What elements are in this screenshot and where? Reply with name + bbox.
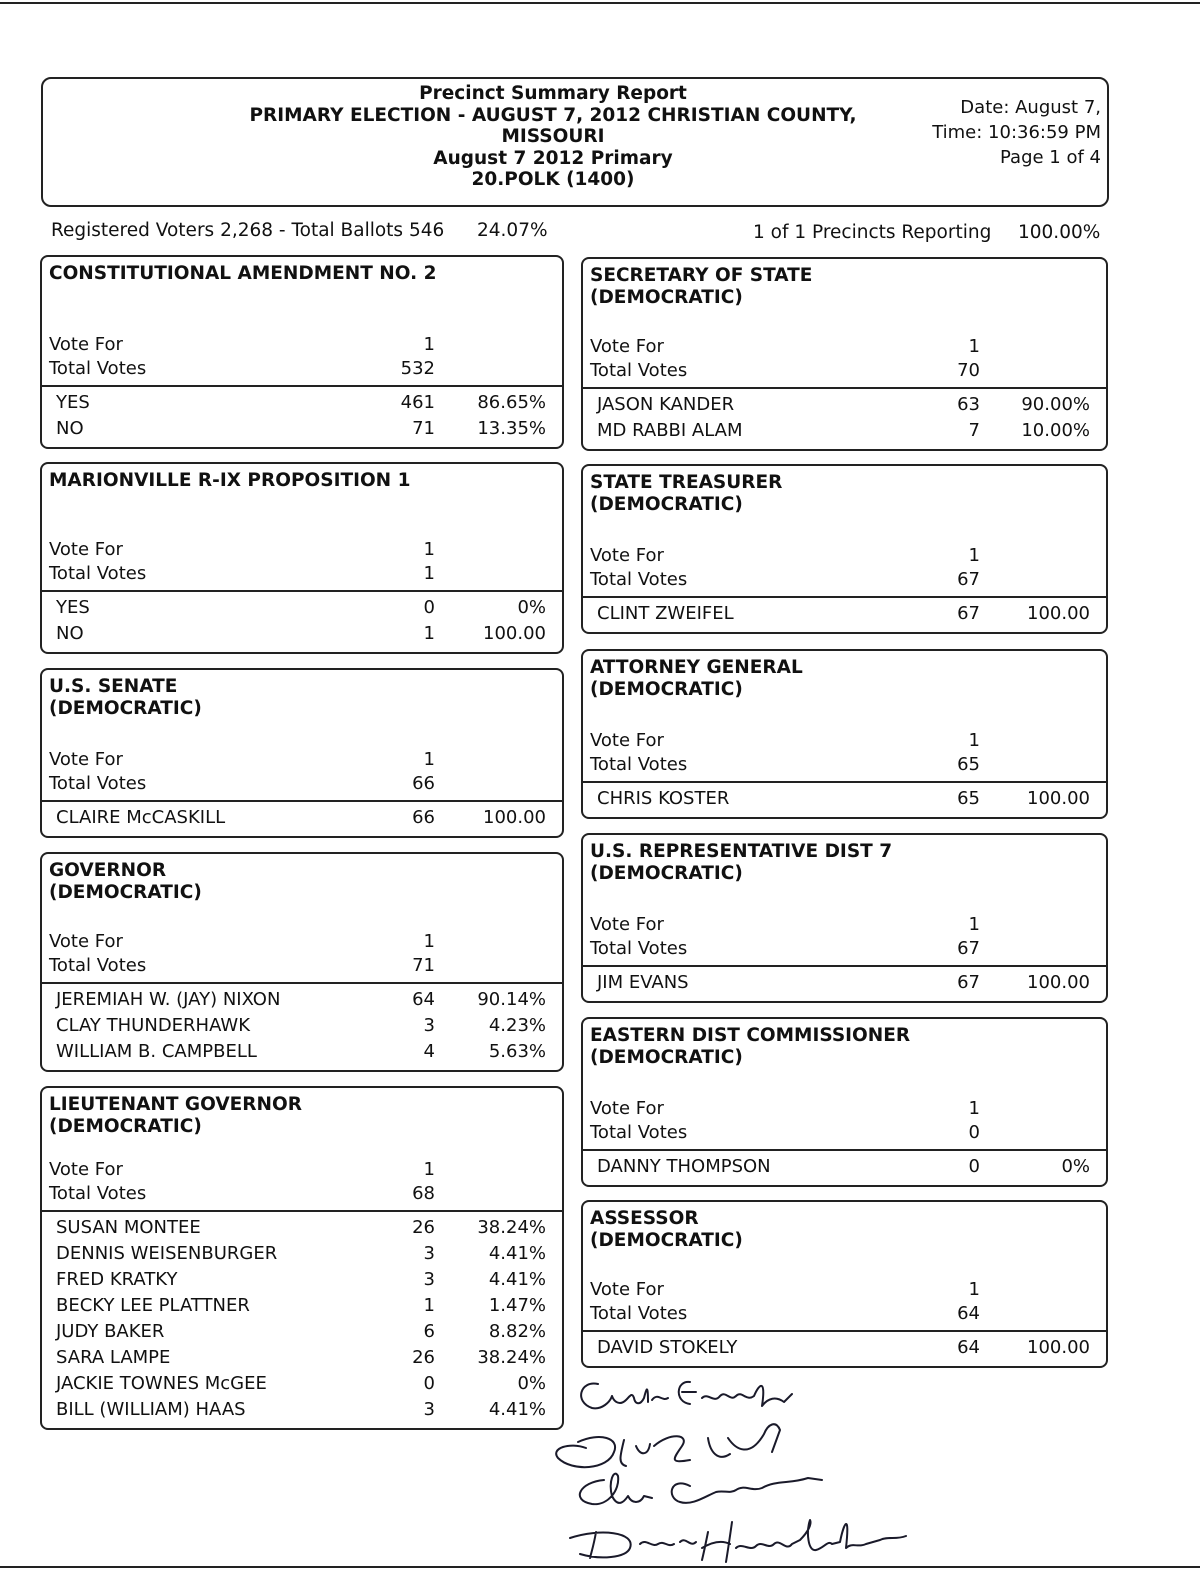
- vote-for-value: 1: [968, 545, 980, 566]
- candidate-votes: 67: [957, 603, 980, 624]
- candidate-row: [42, 1040, 562, 1064]
- candidate-name: JASON KANDER: [597, 394, 735, 415]
- candidate-row: [42, 1320, 562, 1344]
- candidate-percent: 0%: [1061, 1156, 1090, 1177]
- candidate-percent: 8.82%: [488, 1321, 546, 1342]
- candidate-row: [42, 1398, 562, 1422]
- race-title: [49, 676, 202, 720]
- vote-for-row: [42, 1158, 562, 1182]
- total-votes-label: Total Votes: [590, 569, 688, 590]
- race-title-line: (DEMOCRATIC): [590, 1047, 743, 1068]
- signature-stroke: [580, 1474, 822, 1505]
- candidate-name: CLAIRE McCASKILL: [56, 807, 226, 828]
- page-indicator: Page 1 of 4: [1000, 147, 1101, 168]
- total-votes-row: [42, 562, 562, 586]
- precincts-reporting-percent: 100.00%: [1018, 222, 1101, 243]
- candidate-row: [42, 622, 562, 646]
- title-line: Precinct Summary Report: [419, 83, 687, 104]
- candidate-percent: 13.35%: [477, 418, 546, 439]
- total-votes-label: Total Votes: [590, 1122, 688, 1143]
- candidate-votes: 3: [423, 1015, 435, 1036]
- candidate-votes: 71: [412, 418, 435, 439]
- signature-block: [540, 1372, 940, 1572]
- candidate-votes: 3: [423, 1243, 435, 1264]
- candidate-row: [42, 1346, 562, 1370]
- candidate-row: [42, 391, 562, 415]
- total-votes-row: [42, 1182, 562, 1206]
- section-divider: [583, 387, 1106, 389]
- candidate-votes: 64: [412, 989, 435, 1010]
- race-title-line: U.S. REPRESENTATIVE DIST 7: [590, 841, 893, 862]
- total-votes-row: [42, 772, 562, 796]
- candidate-votes: 7: [968, 420, 980, 441]
- candidate-percent: 0%: [517, 1373, 546, 1394]
- race-box: [581, 833, 1108, 1003]
- total-votes-label: Total Votes: [590, 754, 688, 775]
- candidate-percent: 5.63%: [488, 1041, 546, 1062]
- candidate-percent: 86.65%: [477, 392, 546, 413]
- title-line: August 7 2012 Primary: [433, 147, 673, 169]
- title-line: PRIMARY ELECTION - AUGUST 7, 2012 CHRISTIAN COUNTY,: [249, 104, 857, 126]
- candidate-row: [42, 596, 562, 620]
- vote-for-row: [42, 538, 562, 562]
- vote-for-value: 1: [968, 914, 980, 935]
- race-title-line: STATE TREASURER: [590, 472, 783, 493]
- candidate-name: CLAY THUNDERHAWK: [56, 1015, 251, 1036]
- candidate-percent: 100.00: [1027, 788, 1090, 809]
- candidate-votes: 63: [957, 394, 980, 415]
- candidate-row: [42, 1294, 562, 1318]
- candidate-name: MD RABBI ALAM: [597, 420, 743, 441]
- race-box: [581, 1200, 1108, 1368]
- race-title-line: MARIONVILLE R-IX PROPOSITION 1: [49, 470, 411, 491]
- total-votes-value: 67: [957, 938, 980, 959]
- total-votes-row: [583, 937, 1106, 961]
- total-votes-label: Total Votes: [49, 563, 147, 584]
- candidate-votes: 67: [957, 972, 980, 993]
- candidate-votes: 0: [968, 1156, 980, 1177]
- candidate-row: [42, 1372, 562, 1396]
- candidate-name: CHRIS KOSTER: [597, 788, 730, 809]
- race-box: [40, 1086, 564, 1430]
- candidate-name: YES: [56, 392, 90, 413]
- candidate-row: [583, 419, 1106, 443]
- title-line: MISSOURI: [501, 126, 605, 147]
- candidate-percent: 0%: [517, 597, 546, 618]
- vote-for-label: Vote For: [49, 1159, 123, 1180]
- race-title-line: (DEMOCRATIC): [590, 1230, 743, 1251]
- candidate-name: BECKY LEE PLATTNER: [56, 1295, 250, 1316]
- candidate-percent: 38.24%: [477, 1347, 546, 1368]
- total-votes-row: [583, 753, 1106, 777]
- report-title: [233, 83, 873, 191]
- bottom-border-line: [0, 1566, 1200, 1568]
- section-divider: [583, 1149, 1106, 1151]
- vote-for-row: [583, 913, 1106, 937]
- candidate-name: SUSAN MONTEE: [56, 1217, 201, 1238]
- race-box: [40, 668, 564, 838]
- race-title: [590, 1025, 910, 1069]
- section-divider: [42, 982, 562, 984]
- vote-for-value: 1: [968, 336, 980, 357]
- vote-for-row: [42, 930, 562, 954]
- candidate-percent: 38.24%: [477, 1217, 546, 1238]
- section-divider: [42, 590, 562, 592]
- vote-for-value: 1: [423, 931, 435, 952]
- total-votes-value: 67: [957, 569, 980, 590]
- vote-for-value: 1: [968, 1279, 980, 1300]
- vote-for-label: Vote For: [590, 545, 664, 566]
- vote-for-row: [583, 544, 1106, 568]
- turnout-percent: 24.07%: [477, 220, 548, 241]
- total-votes-label: Total Votes: [49, 358, 147, 379]
- race-title-line: GOVERNOR: [49, 860, 167, 881]
- vote-for-value: 1: [968, 730, 980, 751]
- vote-for-row: [583, 1097, 1106, 1121]
- total-votes-value: 0: [968, 1122, 980, 1143]
- candidate-votes: 3: [423, 1269, 435, 1290]
- vote-for-value: 1: [423, 749, 435, 770]
- race-box: [581, 1017, 1108, 1187]
- candidate-name: FRED KRATKY: [56, 1269, 178, 1290]
- candidate-name: NO: [56, 623, 84, 644]
- total-votes-row: [583, 1302, 1106, 1326]
- title-line: 20.POLK (1400): [471, 169, 635, 190]
- total-votes-label: Total Votes: [590, 360, 688, 381]
- report-header: [41, 77, 1109, 207]
- candidate-row: [583, 971, 1106, 995]
- total-votes-row: [583, 568, 1106, 592]
- candidate-name: JUDY BAKER: [56, 1321, 165, 1342]
- candidate-percent: 90.00%: [1021, 394, 1090, 415]
- candidate-name: DANNY THOMPSON: [597, 1156, 771, 1177]
- candidate-percent: 100.00: [1027, 1337, 1090, 1358]
- candidate-row: [583, 602, 1106, 626]
- candidate-percent: 4.23%: [488, 1015, 546, 1036]
- total-votes-value: 532: [400, 358, 435, 379]
- vote-for-label: Vote For: [49, 931, 123, 952]
- candidate-row: [583, 393, 1106, 417]
- total-votes-row: [42, 954, 562, 978]
- candidate-percent: 4.41%: [488, 1399, 546, 1420]
- signature-stroke: [570, 1520, 906, 1562]
- race-title: [49, 1094, 302, 1138]
- precincts-reporting: 1 of 1 Precincts Reporting: [753, 222, 992, 243]
- total-votes-value: 68: [412, 1183, 435, 1204]
- candidate-row: [42, 417, 562, 441]
- section-divider: [42, 1210, 562, 1212]
- candidate-votes: 64: [957, 1337, 980, 1358]
- candidate-votes: 3: [423, 1399, 435, 1420]
- race-box: [40, 462, 564, 654]
- vote-for-value: 1: [423, 1159, 435, 1180]
- race-title-line: (DEMOCRATIC): [49, 882, 202, 903]
- race-title-line: ASSESSOR: [590, 1208, 699, 1229]
- race-title: [590, 265, 812, 309]
- candidate-row: [42, 1216, 562, 1240]
- total-votes-label: Total Votes: [49, 1183, 147, 1204]
- section-divider: [42, 800, 562, 802]
- total-votes-value: 64: [957, 1303, 980, 1324]
- candidate-name: BILL (WILLIAM) HAAS: [56, 1399, 246, 1420]
- section-divider: [583, 1330, 1106, 1332]
- race-title-line: (DEMOCRATIC): [590, 494, 743, 515]
- handwritten-signatures: [540, 1372, 940, 1572]
- total-votes-value: 65: [957, 754, 980, 775]
- candidate-row: [42, 988, 562, 1012]
- candidate-percent: 100.00: [1027, 603, 1090, 624]
- candidate-row: [42, 1242, 562, 1266]
- race-title-line: SECRETARY OF STATE: [590, 265, 813, 286]
- candidate-votes: 0: [423, 1373, 435, 1394]
- candidate-votes: 1: [423, 623, 435, 644]
- race-title: [49, 263, 436, 285]
- candidate-name: JACKIE TOWNES McGEE: [56, 1373, 267, 1394]
- section-divider: [583, 965, 1106, 967]
- race-title-line: (DEMOCRATIC): [49, 1116, 202, 1137]
- race-box: [40, 852, 564, 1072]
- vote-for-label: Vote For: [590, 1279, 664, 1300]
- total-votes-value: 71: [412, 955, 435, 976]
- registered-voters-summary: Registered Voters 2,268 - Total Ballots 546: [51, 220, 445, 241]
- total-votes-label: Total Votes: [590, 1303, 688, 1324]
- race-box: [581, 649, 1108, 819]
- candidate-percent: 4.41%: [488, 1269, 546, 1290]
- vote-for-label: Vote For: [49, 539, 123, 560]
- vote-for-label: Vote For: [590, 730, 664, 751]
- vote-for-value: 1: [423, 539, 435, 560]
- candidate-votes: 65: [957, 788, 980, 809]
- vote-for-label: Vote For: [590, 1098, 664, 1119]
- candidate-votes: 26: [412, 1347, 435, 1368]
- candidate-row: [42, 1268, 562, 1292]
- signature-stroke: [556, 1424, 780, 1467]
- vote-for-row: [583, 729, 1106, 753]
- candidate-votes: 6: [423, 1321, 435, 1342]
- candidate-votes: 461: [400, 392, 435, 413]
- total-votes-row: [42, 357, 562, 381]
- race-title-line: EASTERN DIST COMMISSIONER: [590, 1025, 911, 1046]
- report-time: Time: 10:36:59 PM: [932, 122, 1101, 143]
- candidate-row: [583, 1155, 1106, 1179]
- candidate-percent: 90.14%: [477, 989, 546, 1010]
- race-box: [40, 255, 564, 449]
- candidate-percent: 100.00: [1027, 972, 1090, 993]
- report-meta: [932, 95, 1101, 170]
- candidate-percent: 100.00: [483, 807, 546, 828]
- total-votes-value: 70: [957, 360, 980, 381]
- race-title-line: (DEMOCRATIC): [590, 863, 743, 884]
- signature-stroke: [581, 1382, 792, 1408]
- candidate-votes: 0: [423, 597, 435, 618]
- total-votes-label: Total Votes: [49, 773, 147, 794]
- vote-for-value: 1: [968, 1098, 980, 1119]
- race-title: [590, 1208, 743, 1252]
- race-box: [581, 257, 1108, 451]
- race-title-line: ATTORNEY GENERAL: [590, 657, 803, 678]
- race-title: [590, 657, 803, 701]
- race-title-line: U.S. SENATE: [49, 676, 178, 697]
- candidate-name: SARA LAMPE: [56, 1347, 171, 1368]
- race-title: [49, 470, 410, 492]
- candidate-percent: 100.00: [483, 623, 546, 644]
- vote-for-row: [42, 748, 562, 772]
- candidate-percent: 10.00%: [1021, 420, 1090, 441]
- candidate-name: DENNIS WEISENBURGER: [56, 1243, 278, 1264]
- candidate-name: NO: [56, 418, 84, 439]
- candidate-name: YES: [56, 597, 90, 618]
- candidate-votes: 1: [423, 1295, 435, 1316]
- vote-for-row: [583, 335, 1106, 359]
- total-votes-label: Total Votes: [49, 955, 147, 976]
- race-title-line: (DEMOCRATIC): [590, 287, 743, 308]
- candidate-row: [42, 1014, 562, 1038]
- total-votes-row: [583, 359, 1106, 383]
- report-date: Date: August 7,: [960, 97, 1101, 118]
- candidate-percent: 4.41%: [488, 1243, 546, 1264]
- candidate-row: [42, 806, 562, 830]
- vote-for-row: [583, 1278, 1106, 1302]
- candidate-votes: 26: [412, 1217, 435, 1238]
- candidate-name: WILLIAM B. CAMPBELL: [56, 1041, 257, 1062]
- top-border-line: [0, 2, 1200, 4]
- race-title: [590, 472, 782, 516]
- section-divider: [583, 596, 1106, 598]
- race-title-line: CONSTITUTIONAL AMENDMENT NO. 2: [49, 263, 437, 284]
- vote-for-label: Vote For: [49, 749, 123, 770]
- vote-for-value: 1: [423, 334, 435, 355]
- total-votes-label: Total Votes: [590, 938, 688, 959]
- candidate-name: CLINT ZWEIFEL: [597, 603, 734, 624]
- section-divider: [42, 385, 562, 387]
- candidate-name: JEREMIAH W. (JAY) NIXON: [56, 989, 281, 1010]
- candidate-votes: 66: [412, 807, 435, 828]
- candidate-row: [583, 1336, 1106, 1360]
- section-divider: [583, 781, 1106, 783]
- race-box: [581, 464, 1108, 634]
- vote-for-label: Vote For: [49, 334, 123, 355]
- race-title-line: (DEMOCRATIC): [49, 698, 202, 719]
- race-title-line: LIEUTENANT GOVERNOR: [49, 1094, 303, 1115]
- race-title: [49, 860, 202, 904]
- race-title-line: (DEMOCRATIC): [590, 679, 743, 700]
- total-votes-row: [583, 1121, 1106, 1145]
- candidate-name: JIM EVANS: [597, 972, 689, 993]
- candidate-name: DAVID STOKELY: [597, 1337, 738, 1358]
- race-title: [590, 841, 892, 885]
- total-votes-value: 1: [423, 563, 435, 584]
- candidate-row: [583, 787, 1106, 811]
- total-votes-value: 66: [412, 773, 435, 794]
- vote-for-row: [42, 333, 562, 357]
- vote-for-label: Vote For: [590, 914, 664, 935]
- vote-for-label: Vote For: [590, 336, 664, 357]
- candidate-percent: 1.47%: [488, 1295, 546, 1316]
- candidate-votes: 4: [423, 1041, 435, 1062]
